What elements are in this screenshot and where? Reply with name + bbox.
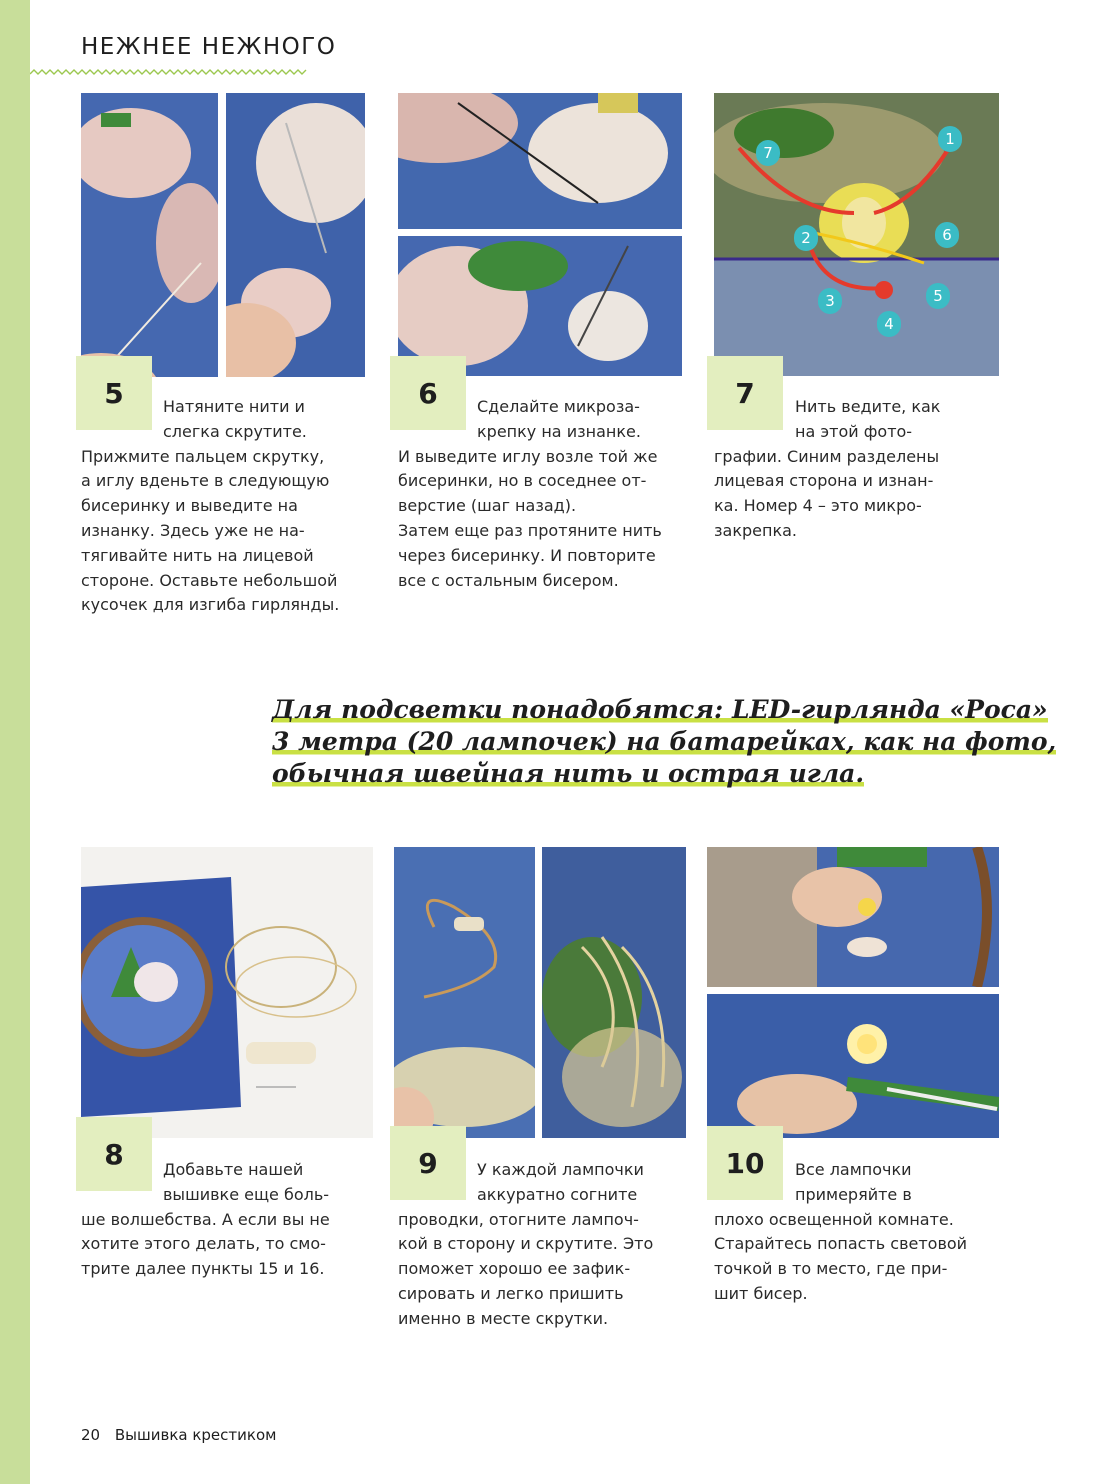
diagram-label-3: 3: [818, 288, 842, 314]
step9-text: У каждой лампочки аккуратно согните проводки, отогните лампоч- кой в сторону и скрутите. Это поможет хорошо ее зафик- сировать и легко пришить именно в месте скрутки.: [398, 1160, 654, 1328]
magazine-name: Вышивка крестиком: [114, 1426, 277, 1444]
step6-text: Сделайте микроза- крепку на изнанке. И выведите иглу возле той же бисеринки, но в соседнее от- верстие (шаг назад). Затем еще раз протяните нить через бисеринку. И повторите все с остальным бисером.: [398, 397, 662, 590]
page-section-title: НЕЖНЕЕ НЕЖНОГО: [81, 34, 337, 60]
step9-photo-left: [394, 847, 535, 1138]
step9-photo-right: [542, 847, 686, 1138]
diagram-label-6: 6: [935, 222, 959, 248]
diagram-label-5: 5: [926, 283, 950, 309]
step10-text: Все лампочки примеряйте в плохо освещенной комнате. Старайтесь попасть световой точкой в то место, где при- шит бисер.: [714, 1160, 968, 1303]
page-number: 20: [81, 1426, 101, 1444]
step6-photo-bottom: [398, 236, 682, 376]
step10-photo-bottom: [707, 994, 999, 1138]
step-number-10: 10: [707, 1126, 783, 1200]
step8-text: Добавьте нашей вышивке еще боль- ше волшебства. А если вы не хотите этого делать, то смо- трите далее пункты 15 и 16.: [81, 1160, 330, 1279]
diagram-label-7: 7: [756, 140, 780, 166]
step-number-7: 7: [707, 356, 783, 430]
step5-photo-left: [81, 93, 218, 377]
step7-text: Нить ведите, как на этой фото- графии. Синим разделены лицевая сторона и изнан- ка. Номер 4 – это микро- закрепка.: [714, 397, 941, 540]
step5-photo-right: [226, 93, 365, 377]
step8-photo: [81, 847, 373, 1138]
step5-text: Натяните нити и слегка скрутите. Прижмите пальцем скрутку, а иглу вденьте в следующую бисеринку и выведите на изнанку. Здесь уже не на- тягивайте нить на лицевой стороне. Оставьте небольшой кусочек для изгиба гирлянды.: [81, 397, 340, 615]
step10-photo-top: [707, 847, 999, 987]
step-number-9: 9: [390, 1126, 466, 1200]
materials-callout: Для подсветки понадобятся: LED-гирлянда «Роса» 3 метра (20 лампочек) на батарейках, как на фото, обычная швейная нить и острая игла.: [272, 695, 1057, 788]
diagram-label-4: 4: [877, 311, 901, 337]
header-zigzag-rule: [30, 68, 308, 76]
step-number-5: 5: [76, 356, 152, 430]
step-number-6: 6: [390, 356, 466, 430]
page-footer: [81, 1426, 276, 1444]
step6-photo-top: [398, 93, 682, 229]
step-number-8: 8: [76, 1117, 152, 1191]
diagram-label-1: 1: [938, 126, 962, 152]
side-accent-stripe: [0, 0, 30, 1484]
diagram-label-2: 2: [794, 225, 818, 251]
